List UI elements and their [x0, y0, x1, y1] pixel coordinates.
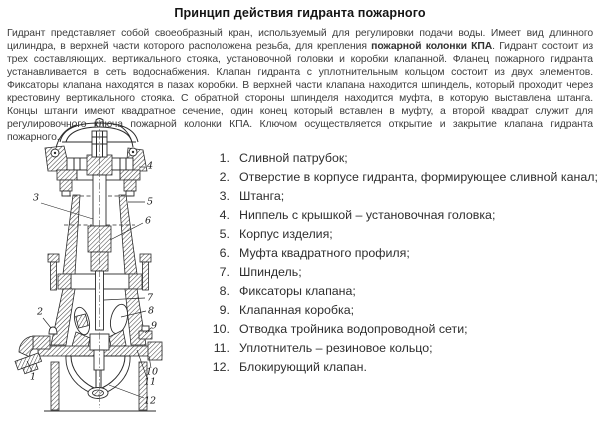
parts-list — [211, 149, 597, 377]
list-item — [211, 358, 597, 377]
list-item-number: 7. — [219, 265, 230, 279]
list-item — [211, 263, 597, 282]
diagram-callout-12: 12 — [143, 395, 157, 407]
list-item-label: Уплотнитель – резиновое кольцо; — [239, 341, 433, 355]
list-item-number: 4. — [219, 208, 230, 222]
list-item-number: 6. — [219, 246, 230, 260]
diagram-callout-10: 10 — [145, 366, 159, 378]
list-item-label: Ниппель с крышкой – установочная головка; — [239, 208, 496, 222]
valve-cone — [44, 334, 159, 411]
diagram-callout-6: 6 — [144, 215, 152, 227]
diagram-callout-7: 7 — [146, 292, 154, 304]
list-item — [211, 225, 597, 244]
list-item-label: Штанга; — [239, 189, 285, 203]
diagram-callout-8: 8 — [147, 305, 155, 317]
list-item-label: Муфта квадратного профиля; — [239, 246, 410, 260]
list-item-number: 12. — [212, 360, 230, 374]
diagram-callout-3: 3 — [32, 192, 40, 204]
list-item-label: Клапанная коробка; — [239, 303, 355, 317]
diagram-callout-11: 11 — [143, 376, 157, 388]
list-item — [211, 206, 597, 225]
list-item-number: 2. — [219, 170, 230, 184]
diagram-callout-2: 2 — [36, 306, 44, 318]
list-item-label: Отводка тройника водопроводной сети; — [239, 322, 468, 336]
list-item — [211, 339, 597, 358]
list-item — [211, 168, 597, 187]
diagram-callout-9: 9 — [150, 320, 158, 332]
diagram-callout-4: 4 — [146, 160, 154, 172]
paragraph-part2: . Гидрант состоит из трех составляющих. вертикального стояка, установочной головки и коробки клапанной. Фланец пожарного гидранта устанавливается в сеть водоснабжения. Клапан гидранта с уплотнительным кольцом состоит из двух элементов. Фиксаторы клапана находятся в пазах коробки. В верхней части клапана находится шпиндель, который проходит через крестовину вертикального стояка. С обратной стороны шпинделя находится муфта, в которую выставлена штанга. Концы штанги имеют квадратное сечение, один конец который вставлен в муфту, а второй квадрат служит для регулировочного ключа пожарной колонки КПА. Ключом осуществляется открытие и закрытие клапана гидранта пожарного. — [7, 41, 593, 143]
paragraph-bold: пожарной колонки КПА — [371, 41, 493, 52]
list-item — [211, 244, 597, 263]
list-item-number: 3. — [219, 189, 230, 203]
list-item-number: 9. — [219, 303, 230, 317]
list-item-number: 5. — [219, 227, 230, 241]
diagram-callout-5: 5 — [146, 196, 154, 208]
hydrant-diagram — [10, 118, 215, 430]
list-item — [211, 149, 597, 168]
list-item-label: Блокирующий клапан. — [239, 360, 367, 374]
list-item — [211, 187, 597, 206]
hydrant-diagram-drawing — [10, 118, 215, 430]
list-item-number: 1. — [219, 151, 230, 165]
list-item-number: 8. — [219, 284, 230, 298]
list-item-number: 11. — [213, 341, 230, 355]
diagram-callout-1: 1 — [29, 371, 37, 383]
page-title: Принцип действия гидранта пожарного — [174, 6, 426, 20]
list-item-label: Сливной патрубок; — [239, 151, 348, 165]
list-item-label: Отверстие в корпусе гидранта, формирующее сливной канал; — [239, 170, 598, 184]
list-item — [211, 320, 597, 339]
list-item-label: Шпиндель; — [239, 265, 302, 279]
list-item — [211, 301, 597, 320]
paragraph-part1: Гидрант представляет собой своеобразный кран, используемый для регулировки подачи воды. Имеет вид длинного цилиндра, в верхней части которого расположена резьба, для крепления — [7, 28, 593, 52]
list-item-label: Фиксаторы клапана; — [239, 284, 356, 298]
list-item — [211, 282, 597, 301]
list-item-label: Корпус изделия; — [239, 227, 333, 241]
list-item-number: 10. — [212, 322, 230, 336]
